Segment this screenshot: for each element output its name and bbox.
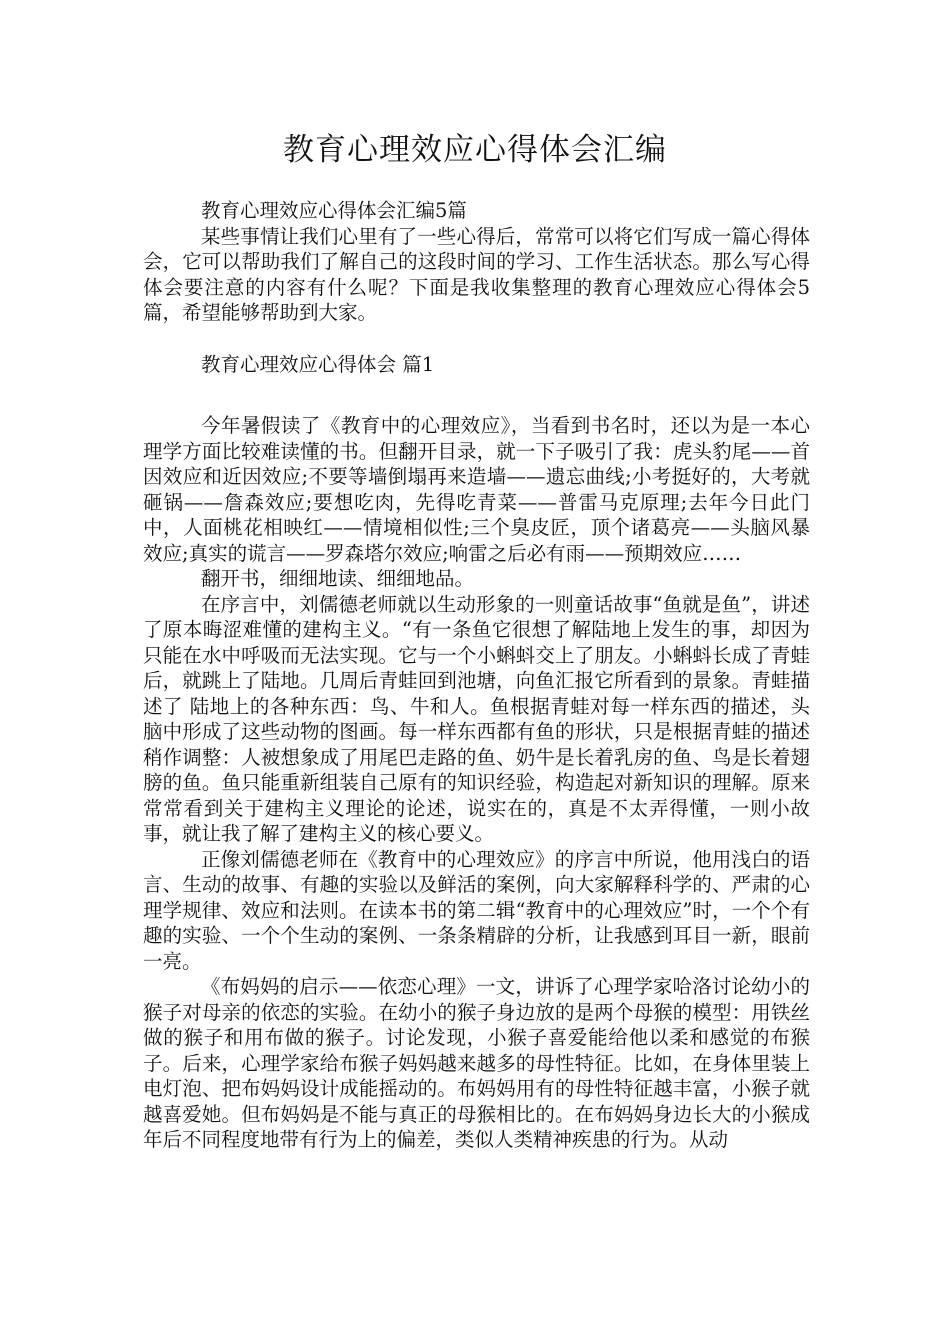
paragraph-body: 《布妈妈的启示——依恋心理》一文，讲诉了心理学家哈洛讨论幼小的猴子对母亲的依恋的实验。在幼小的猴子身边放的是两个母猴的模型：用铁丝做的猴子和用布做的猴子。讨论发现，小猴子喜爱能给他以柔和感觉的布猴子。后来，心理学家给布猴子妈妈越来越多的母性特征。比如，在身体里装上电灯泡、把布妈妈设计成能摇动的。布妈妈用有的母性特征越丰富，小猴子就越喜爱她。但布妈妈是不能与真正的母猴相比的。在布妈妈身边长大的小猴成年后不同程度地带有行为上的偏差，类似人类精神疾患的行为。从动: [143, 975, 810, 1151]
paragraph-subtitle: 教育心理效应心得体会汇编5篇: [201, 199, 467, 222]
paragraph-body: 翻开书，细细地读、细细地品。: [201, 567, 475, 590]
document-body: [143, 198, 810, 1153]
paragraph-body: 今年暑假读了《教育中的心理效应》，当看到书名时，还以为是一本心理学方面比较难读懂的书。但翻开目录，就一下子吸引了我：虎头豹尾——首因效应和近因效应;不要等墙倒塌再来造墙——遗忘曲线;小考挺好的，大考就砸锅——詹森效应;要想吃肉，先得吃青菜——普雷马克原理;去年今日此门中，人面桃花相映红——情境相似性;三个臭皮匠，顶个诸葛亮——头脑风暴效应;真实的谎言——罗森塔尔效应;响雷之后必有雨——预期效应……: [143, 414, 810, 565]
paragraph-body: 正像刘儒德老师在《教育中的心理效应》的序言中所说，他用浅白的语言、生动的故事、有趣的实验以及鲜活的案例，向大家解释科学的、严肃的心理学规律、效应和法则。在读本书的第二辑“教育中的心理效应”时，一个个有趣的实验、一个个生动的案例、一条条精辟的分析，让我感到耳目一新，眼前一亮。: [143, 847, 810, 973]
document-title: 教育心理效应心得体会汇编: [283, 132, 667, 168]
paragraph-intro: 某些事情让我们心里有了一些心得后，常常可以将它们写成一篇心得体会，它可以帮助我们了解自己的这段时间的学习、工作生活状态。那么写心得体会要注意的内容有什么呢？下面是我收集整理的教育心理效应心得体会5篇，希望能够帮助到大家。: [143, 224, 810, 324]
paragraph-body: 在序言中，刘儒德老师就以生动形象的一则童话故事“鱼就是鱼”，讲述了原本晦涩难懂的建构主义。“有一条鱼它很想了解陆地上发生的事，却因为只能在水中呼吸而无法实现。它与一个小蝌蚪交上了朋友。小蝌蚪长成了青蛙后，就跳上了陆地。几周后青蛙回到池塘，向鱼汇报它所看到的景象。青蛙描述了 陆地上的各种东西：鸟、牛和人。鱼根据青蛙对每一样东西的描述，头脑中形成了这些动物的图画。每一样东西都有鱼的形状，只是根据青蛙的描述稍作调整：人被想象成了用尾巴走路的鱼、奶牛是长着乳房的鱼、鸟是长着翅膀的鱼。鱼只能重新组装自己原有的知识经验，构造起对新知识的理解。原来常常看到关于建构主义理论的论述，说实在的，真是不太弄得懂，一则小故事，就让我了解了建构主义的核心要义。: [143, 592, 810, 845]
section-heading: 教育心理效应心得体会 篇1: [201, 352, 435, 376]
